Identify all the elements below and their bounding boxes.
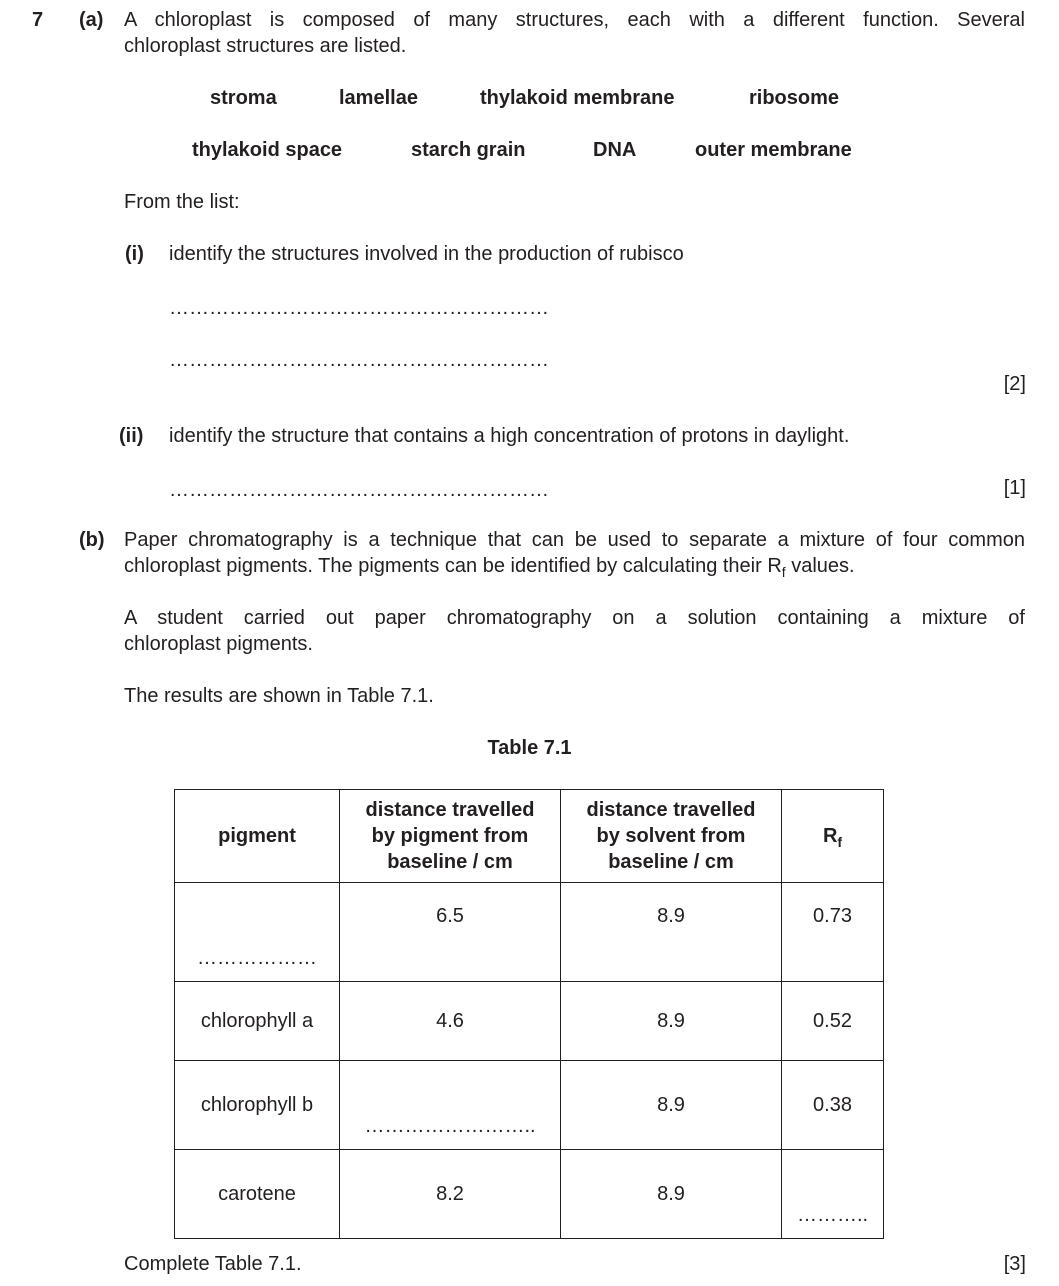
structure-ribosome: ribosome: [749, 87, 840, 109]
table-cell: 8.9: [561, 982, 782, 1061]
part-a-intro-line1: A chloroplast is composed of many structures, each with a different function. Several: [124, 9, 1025, 31]
part-b-label: (b): [79, 529, 105, 551]
header-solvent-distance-line3: baseline / cm: [608, 851, 734, 873]
structure-stroma: stroma: [210, 87, 277, 109]
table-cell: 8.9: [561, 1061, 782, 1150]
table-cell: 8.9: [561, 883, 782, 982]
table-row: [175, 883, 884, 982]
table-cell: chlorophyll b: [175, 1061, 340, 1150]
part-a-ii-text: identify the structure that contains a high concentration of protons in daylight.: [169, 425, 850, 447]
table-cell: 0.73: [782, 883, 884, 982]
marks-b: [3]: [1003, 1253, 1026, 1275]
part-b-p2-line1: A student carried out paper chromatography on a solution containing a mixture of: [124, 607, 1025, 629]
marks-a-ii: [1]: [1003, 477, 1026, 499]
rf-subscript: f: [781, 564, 786, 580]
cell-blank-distance[interactable]: ……………………..: [340, 1061, 561, 1150]
table-row: [175, 1061, 884, 1150]
answer-line-ii[interactable]: …………………………………………………: [169, 479, 549, 501]
table-cell: 6.5: [340, 883, 561, 982]
part-b-p1-line2-pre: chloroplast pigments. The pigments can be identified by calculating their R: [124, 555, 782, 577]
part-a-i-text: identify the structures involved in the production of rubisco: [169, 243, 684, 265]
results-table: [174, 789, 884, 1239]
header-pigment-distance: [340, 790, 561, 883]
part-b-p1-line2: [124, 553, 855, 579]
header-pigment: pigment: [175, 790, 340, 883]
table-cell: 8.2: [340, 1150, 561, 1239]
table-header-row: [175, 790, 884, 883]
table-cell: chlorophyll a: [175, 982, 340, 1061]
header-rf-r: R: [822, 825, 838, 847]
table-cell: 0.38: [782, 1061, 884, 1150]
part-a-i-label: (i): [125, 243, 144, 265]
header-rf-sub: f: [837, 834, 843, 850]
part-b-p3: The results are shown in Table 7.1.: [124, 685, 434, 707]
table-cell: carotene: [175, 1150, 340, 1239]
complete-table-instruction: Complete Table 7.1.: [124, 1253, 302, 1275]
header-solvent-distance: [561, 790, 782, 883]
answer-line-i-2[interactable]: …………………………………………………: [169, 349, 549, 371]
header-rf: [782, 790, 884, 883]
part-b-p1-line1: Paper chromatography is a technique that can be used to separate a mixture of four common: [124, 529, 1025, 551]
header-solvent-distance-line1: distance travelled: [586, 799, 756, 821]
cell-blank-pigment[interactable]: ………………: [175, 883, 340, 982]
header-pigment-distance-line1: distance travelled: [365, 799, 535, 821]
part-b-p2-line2: chloroplast pigments.: [124, 633, 313, 655]
header-solvent-distance-line2: by solvent from: [596, 825, 746, 847]
marks-a-i: [2]: [1003, 373, 1026, 395]
from-list-text: From the list:: [124, 191, 240, 213]
header-pigment-distance-line3: baseline / cm: [387, 851, 513, 873]
part-a-intro-line2: chloroplast structures are listed.: [124, 35, 407, 57]
header-pigment-distance-line2: by pigment from: [371, 825, 529, 847]
table-cell: 8.9: [561, 1150, 782, 1239]
structure-dna: DNA: [593, 139, 637, 161]
structure-outer-membrane: outer membrane: [695, 139, 852, 161]
part-a-label: (a): [79, 9, 104, 31]
structure-thylakoid-space: thylakoid space: [192, 139, 343, 161]
answer-line-i-1[interactable]: …………………………………………………: [169, 297, 549, 319]
cell-blank-rf[interactable]: ………..: [782, 1150, 884, 1239]
table-cell: 4.6: [340, 982, 561, 1061]
structure-thylakoid-membrane: thylakoid membrane: [480, 87, 675, 109]
structure-starch-grain: starch grain: [411, 139, 526, 161]
question-number: 7: [32, 9, 44, 31]
table-row: [175, 982, 884, 1061]
part-a-ii-label: (ii): [119, 425, 144, 447]
table-cell: 0.52: [782, 982, 884, 1061]
table-title: Table 7.1: [487, 737, 572, 759]
structure-lamellae: lamellae: [339, 87, 418, 109]
table-row: [175, 1150, 884, 1239]
part-b-p1-line2-post: values.: [785, 555, 855, 577]
